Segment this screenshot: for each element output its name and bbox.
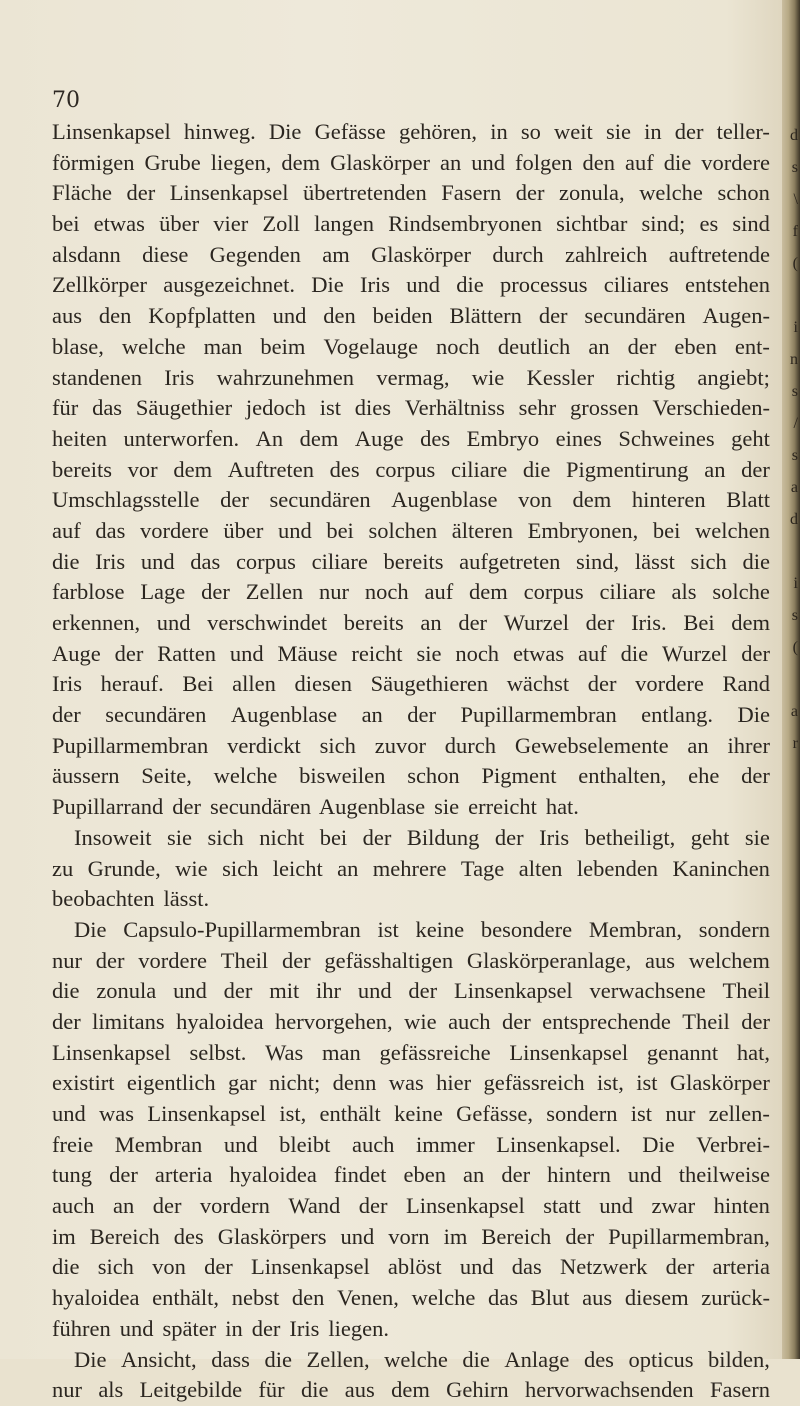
text-line: nur als Leitgebilde für die aus dem Gehirn hervorwachsenden Fasern — [52, 1377, 770, 1403]
edge-fragment: a — [790, 703, 798, 720]
text-line: der secundären Augenblase an der Pupillarmembran entlang. Die — [52, 702, 770, 728]
text-line: Iris herauf. Bei allen diesen Säugethieren wächst der vordere Rand — [52, 671, 770, 697]
edge-fragment: n — [790, 351, 798, 368]
text-line: Insoweit sie sich nicht bei der Bildung der Iris betheiligt, geht sie — [74, 824, 770, 850]
facing-page-edge — [782, 0, 800, 1359]
text-line: auf das vordere über und bei solchen älteren Embryonen, bei welchen — [52, 517, 770, 543]
text-line: Pupillarmembran verdickt sich zuvor durch Gewebselemente an ihrer — [52, 732, 770, 758]
edge-fragment: ( — [792, 255, 798, 272]
edge-fragment: s — [791, 447, 798, 464]
edge-fragment: s — [791, 159, 798, 176]
text-line: Die Ansicht, dass die Zellen, welche die Anlage des opticus bilden, — [74, 1346, 770, 1372]
text-line: im Bereich des Glaskörpers und vorn im Bereich der Pupillarmembran, — [52, 1223, 770, 1249]
text-line: führen und später in der Iris liegen. — [52, 1315, 390, 1341]
text-line: freie Membran und bleibt auch immer Linsenkapsel. Die Verbrei- — [52, 1131, 770, 1157]
page-number: 70 — [52, 88, 80, 113]
text-line: Auge der Ratten und Mäuse reicht sie noch etwas auf die Wurzel der — [52, 640, 770, 666]
edge-fragment: s — [791, 383, 798, 400]
text-line: Linsenkapsel selbst. Was man gefässreiche Linsenkapsel genannt hat, — [52, 1039, 770, 1065]
text-line: hyaloidea enthält, nebst den Venen, welche das Blut aus diesem zurück- — [52, 1285, 770, 1311]
text-line: existirt eigentlich gar nicht; denn was hier gefässreich ist, ist Glaskörper — [52, 1070, 770, 1096]
body-text — [52, 117, 770, 1406]
edge-fragment: \ — [793, 191, 798, 208]
edge-fragment: d — [790, 127, 798, 144]
text-line: Linsenkapsel hinweg. Die Gefässe gehören, in so weit sie in der teller- — [52, 119, 770, 144]
text-line: Die Capsulo-Pupillarmembran ist keine besondere Membran, sondern — [74, 916, 770, 942]
text-line: Pupillarrand der secundären Augenblase sie erreicht hat. — [52, 794, 579, 820]
edge-fragment — [786, 280, 798, 312]
text-line: beobachten lässt. — [52, 886, 210, 912]
text-line: die Iris und das corpus ciliare bereits aufgetreten sind, lässt sich die — [52, 548, 770, 574]
edge-fragment: / — [793, 415, 798, 432]
text-line: zu Grunde, wie sich leicht an mehrere Tage alten lebenden Kaninchen — [52, 855, 770, 881]
edge-fragment — [786, 536, 798, 568]
edge-fragment: f — [792, 223, 798, 240]
text-line: farblose Lage der Zellen nur noch auf dem corpus ciliare als solche — [52, 579, 770, 605]
text-line: bereits vor dem Auftreten des corpus ciliare die Pigmentirung an der — [52, 456, 770, 482]
text-line: und was Linsenkapsel ist, enthält keine Gefässe, sondern ist nur zellen- — [52, 1101, 770, 1126]
edge-fragment: ( — [792, 639, 798, 656]
text-line: bei etwas über vier Zoll langen Rindsembryonen sichtbar sind; es sind — [52, 211, 770, 237]
text-line: Fläche der Linsenkapsel übertretenden Fasern der zonula, welche schon — [52, 180, 770, 206]
edge-fragment: i — [793, 575, 798, 592]
edge-fragment: r — [792, 735, 798, 752]
text-line: die sich von der Linsenkapsel ablöst und das Netzwerk der arteria — [52, 1254, 770, 1280]
text-line: förmigen Grube liegen, dem Glaskörper an und folgen den auf die vordere — [52, 149, 770, 175]
text-line: alsdann diese Gegenden am Glaskörper durch zahlreich auftretende — [52, 241, 770, 267]
text-line: nur der vordere Theil der gefässhaltigen Glaskörperanlage, aus welchem — [52, 947, 770, 973]
text-line: heiten unterworfen. An dem Auge des Embryo eines Schweines geht — [52, 425, 770, 451]
text-line: standenen Iris wahrzunehmen vermag, wie Kessler richtig angiebt; — [52, 364, 770, 390]
text-line: erkennen, und verschwindet bereits an der Wurzel der Iris. Bei dem — [52, 610, 770, 635]
text-line: äussern Seite, welche bisweilen schon Pigment enthalten, ehe der — [52, 763, 770, 789]
text-line: aus den Kopfplatten und den beiden Blättern der secundären Augen- — [52, 303, 770, 329]
edge-fragment — [786, 664, 798, 696]
text-line: für das Säugethier jedoch ist dies Verhältniss sehr grossen Verschieden- — [52, 395, 770, 421]
text-line: der limitans hyaloidea hervorgehen, wie auch der entsprechende Theil der — [52, 1008, 770, 1034]
edge-fragment: i — [793, 319, 798, 336]
edge-fragment: s — [791, 607, 798, 624]
text-line: Zellkörper ausgezeichnet. Die Iris und die processus ciliares entstehen — [52, 272, 770, 298]
edge-fragment: a — [790, 479, 798, 496]
edge-fragment: d — [790, 511, 798, 528]
facing-page-fragments — [786, 120, 798, 760]
text-line: Umschlagsstelle der secundären Augenblase von dem hinteren Blatt — [52, 487, 770, 513]
text-line: tung der arteria hyaloidea findet eben an der hintern und theilweise — [52, 1162, 770, 1188]
text-line: auch an der vordern Wand der Linsenkapsel statt und zwar hinten — [52, 1193, 770, 1219]
text-line: die zonula und der mit ihr und der Linsenkapsel verwachsene Theil — [52, 978, 770, 1004]
text-line: blase, welche man beim Vogelauge noch deutlich an der eben ent- — [52, 333, 770, 359]
